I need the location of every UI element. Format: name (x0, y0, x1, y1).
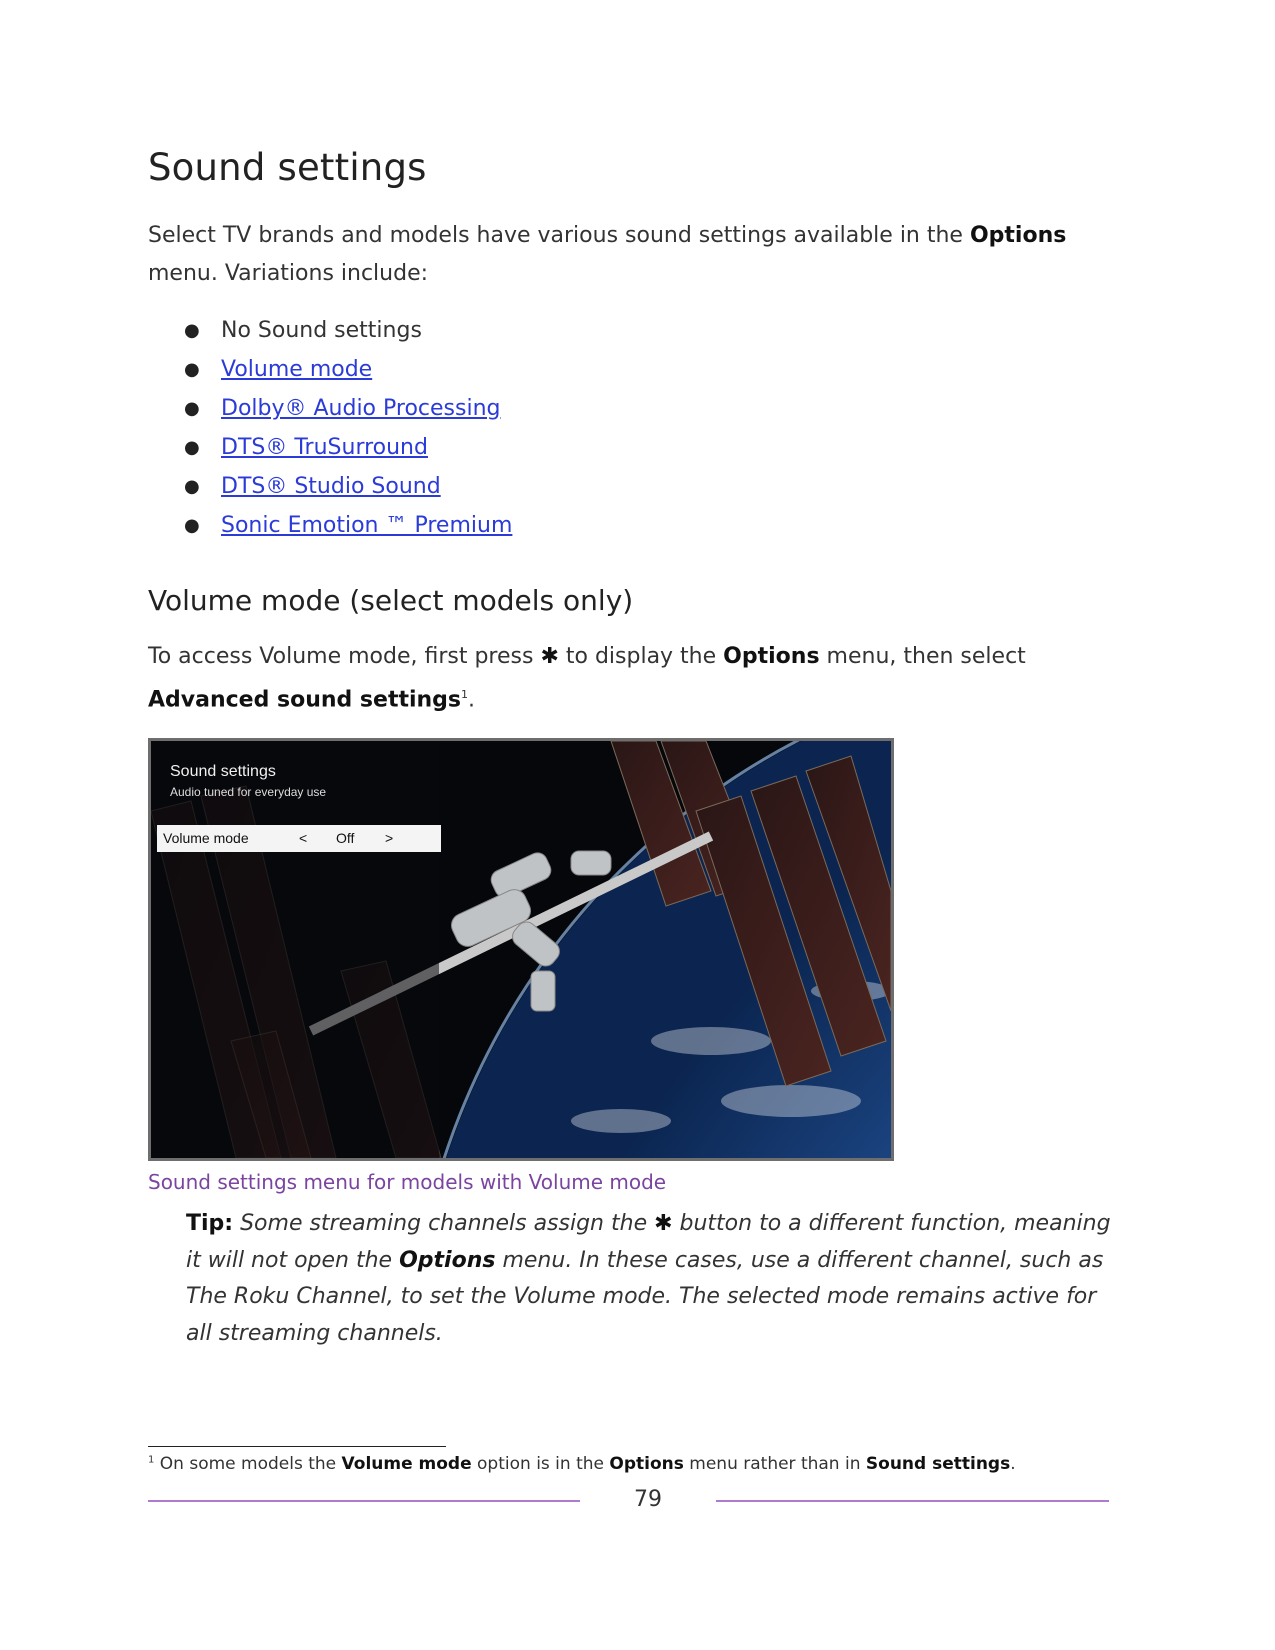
footnote (148, 1454, 1016, 1474)
footer-rule-right (716, 1500, 1109, 1502)
menu-subtitle: Audio tuned for everyday use (170, 785, 327, 799)
volume-mode-link[interactable]: Volume mode (221, 357, 373, 382)
tip-text: menu. In these cases, use a different channel, such as The Roku Channel, to set the Volume mode. The selected mode remains active for all streaming channels. (186, 1247, 1104, 1346)
access-text: To access Volume mode, first press (148, 644, 541, 669)
tv-screenshot (148, 738, 894, 1161)
footnote-term: Options (609, 1454, 684, 1474)
footnote-text: On some models the (154, 1454, 342, 1474)
list-item (148, 428, 512, 467)
bullet-icon: ● (184, 359, 200, 380)
sonic-emotion-link[interactable]: Sonic Emotion ™ Premium (221, 513, 513, 538)
access-text: to display the (558, 644, 724, 669)
options-term: Options (969, 223, 1067, 248)
options-term: Options (723, 644, 820, 669)
sound-settings-menu (151, 741, 439, 1158)
access-paragraph (148, 638, 1138, 719)
page-number: 79 (634, 1487, 662, 1512)
list-item-text: No Sound settings (221, 318, 422, 343)
access-text-end: . (468, 687, 476, 713)
footnote-term: Sound settings (865, 1454, 1011, 1474)
dolby-audio-link[interactable]: Dolby® Audio Processing (221, 396, 501, 421)
access-text: menu, then select (819, 644, 1026, 669)
bullet-icon: ● (184, 515, 200, 536)
menu-title: Sound settings (170, 763, 276, 780)
footnote-term: Volume mode (341, 1454, 472, 1474)
section-heading: Volume mode (select models only) (148, 584, 634, 617)
star-icon: ✱ (540, 644, 559, 669)
bullet-icon: ● (184, 320, 200, 341)
list-item (148, 311, 512, 350)
footnote-text: option is in the (471, 1454, 610, 1474)
footnote-text-end: . (1010, 1454, 1016, 1474)
list-item (148, 467, 512, 506)
footnote-text: menu rather than in (683, 1454, 866, 1474)
options-term: Options (399, 1247, 496, 1273)
variations-list (148, 311, 512, 545)
intro-paragraph (148, 217, 1138, 293)
tip-text: button to a different function, meaning it will not open the (186, 1211, 1111, 1273)
bullet-icon: ● (184, 398, 200, 419)
star-icon: ✱ (654, 1211, 673, 1236)
list-item (148, 350, 512, 389)
footer-rule-left (148, 1500, 580, 1502)
dts-studio-sound-link[interactable]: DTS® Studio Sound (221, 474, 441, 499)
bullet-icon: ● (184, 437, 200, 458)
tip-text: Some streaming channels assign the (233, 1211, 655, 1236)
bullet-icon: ● (184, 476, 200, 497)
tip-label: Tip: (186, 1211, 234, 1236)
chevron-left-icon[interactable]: < (299, 830, 308, 846)
intro-text-end: menu. Variations include: (148, 261, 429, 286)
footnote-divider (148, 1446, 446, 1447)
volume-mode-value: Off (336, 830, 355, 846)
dts-trusurround-link[interactable]: DTS® TruSurround (221, 435, 428, 460)
intro-text: Select TV brands and models have various sound settings available in the (148, 223, 970, 248)
tip-paragraph (186, 1206, 1126, 1352)
figure-caption: Sound settings menu for models with Volume mode (148, 1170, 667, 1194)
volume-mode-row[interactable] (157, 825, 441, 852)
volume-mode-label: Volume mode (163, 830, 249, 846)
page-title: Sound settings (148, 146, 427, 189)
chevron-right-icon[interactable]: > (385, 830, 394, 846)
list-item (148, 506, 512, 545)
footnote-ref[interactable]: 1 (461, 688, 469, 701)
footnote-number: 1 (148, 1454, 155, 1466)
list-item (148, 389, 512, 428)
advanced-sound-settings-term: Advanced sound settings (148, 687, 462, 713)
